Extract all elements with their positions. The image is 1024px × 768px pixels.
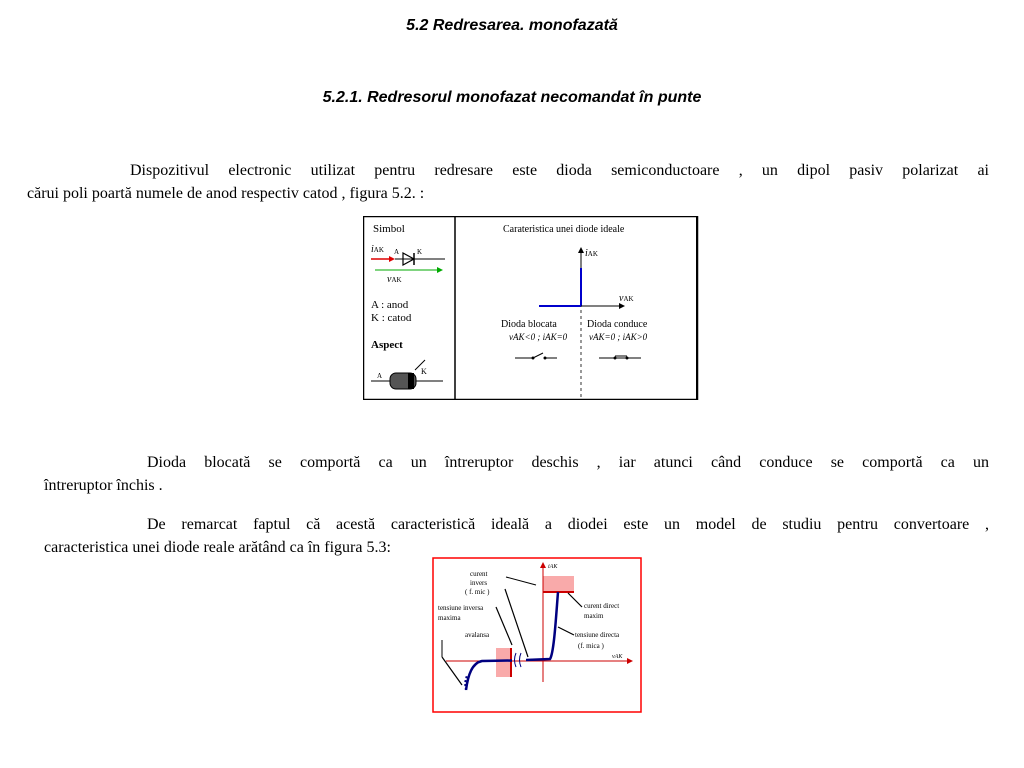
- curent-direct-label: curent direct: [584, 602, 620, 610]
- tensiune-directa-label: tensiune directa: [575, 631, 620, 639]
- paragraph-3-line-1: De remarcat faptul că acestă caracteristică ideală a diodei este un model de studiu pentru convertoare ,: [147, 516, 989, 533]
- i-axis-label: iAK: [548, 564, 558, 570]
- blocked-title: Dioda blocata: [501, 319, 557, 330]
- tensiune-directa-label-2: (f. mica ): [578, 642, 604, 650]
- conduct-condition: vAK=0 ; iAK>0: [589, 332, 648, 342]
- paragraph-3: [44, 513, 989, 559]
- catod-line: K : catod: [371, 312, 412, 324]
- max-reverse-voltage-band: [496, 648, 510, 677]
- v-axis-label: vAK: [612, 654, 623, 660]
- tensiune-inversa-label-2: maxima: [438, 614, 461, 622]
- paragraph-3-line-2: caracteristica unei diode reale arătând ca în figura 5.3:: [44, 539, 391, 556]
- curent-invers-label-3: ( f. mic ): [465, 588, 490, 596]
- paragraph-1: [27, 159, 989, 205]
- aspect-title: Aspect: [371, 339, 403, 351]
- paragraph-1-line-1: Dispozitivul electronic utilizat pentru redresare este dioda semiconductoare , un dipol pasiv polarizat ai: [130, 162, 989, 179]
- paragraph-2-line-2: întreruptor închis .: [44, 477, 163, 494]
- blocked-condition: vAK<0 ; iAK=0: [509, 332, 568, 342]
- i-axis-label: iAK: [585, 248, 598, 259]
- anod-line: A : anod: [371, 299, 409, 311]
- paragraph-2-line-1: Dioda blocată se comportă ca un întreruptor deschis , iar atunci când conduce se comportă ca un: [147, 454, 989, 471]
- figure-diode-ideal: [363, 216, 699, 400]
- aspect-a-label: A: [377, 372, 383, 380]
- avalansa-label: avalansa: [465, 631, 490, 639]
- curent-invers-label: curent: [470, 570, 488, 578]
- tensiune-inversa-label: tensiune inversa: [438, 604, 484, 612]
- terminal-k-label: K: [417, 248, 423, 256]
- max-current-band: [543, 576, 574, 591]
- curent-invers-label-2: invers: [470, 579, 488, 587]
- v-axis-label: vAK: [619, 293, 634, 304]
- v-label: vAK: [387, 274, 402, 285]
- aspect-k-label: K: [421, 367, 427, 376]
- conduct-title: Dioda conduce: [587, 319, 648, 330]
- paragraph-1-line-2: cărui poli poartă numele de anod respectiv catod , figura 5.2. :: [27, 185, 425, 202]
- section-subheading: 5.2.1. Redresorul monofazat necomandat în punte: [322, 89, 702, 106]
- figure-diode-real: [432, 557, 642, 713]
- page-heading: 5.2 Redresarea. monofazată: [406, 17, 618, 34]
- characteristic-title: Carateristica unei diode ideale: [503, 224, 625, 235]
- i-label: iAK: [371, 244, 384, 255]
- paragraph-2: [44, 451, 989, 497]
- curent-direct-label-2: maxim: [584, 612, 604, 620]
- terminal-a-label: A: [394, 248, 400, 256]
- symbol-title: Simbol: [373, 223, 405, 235]
